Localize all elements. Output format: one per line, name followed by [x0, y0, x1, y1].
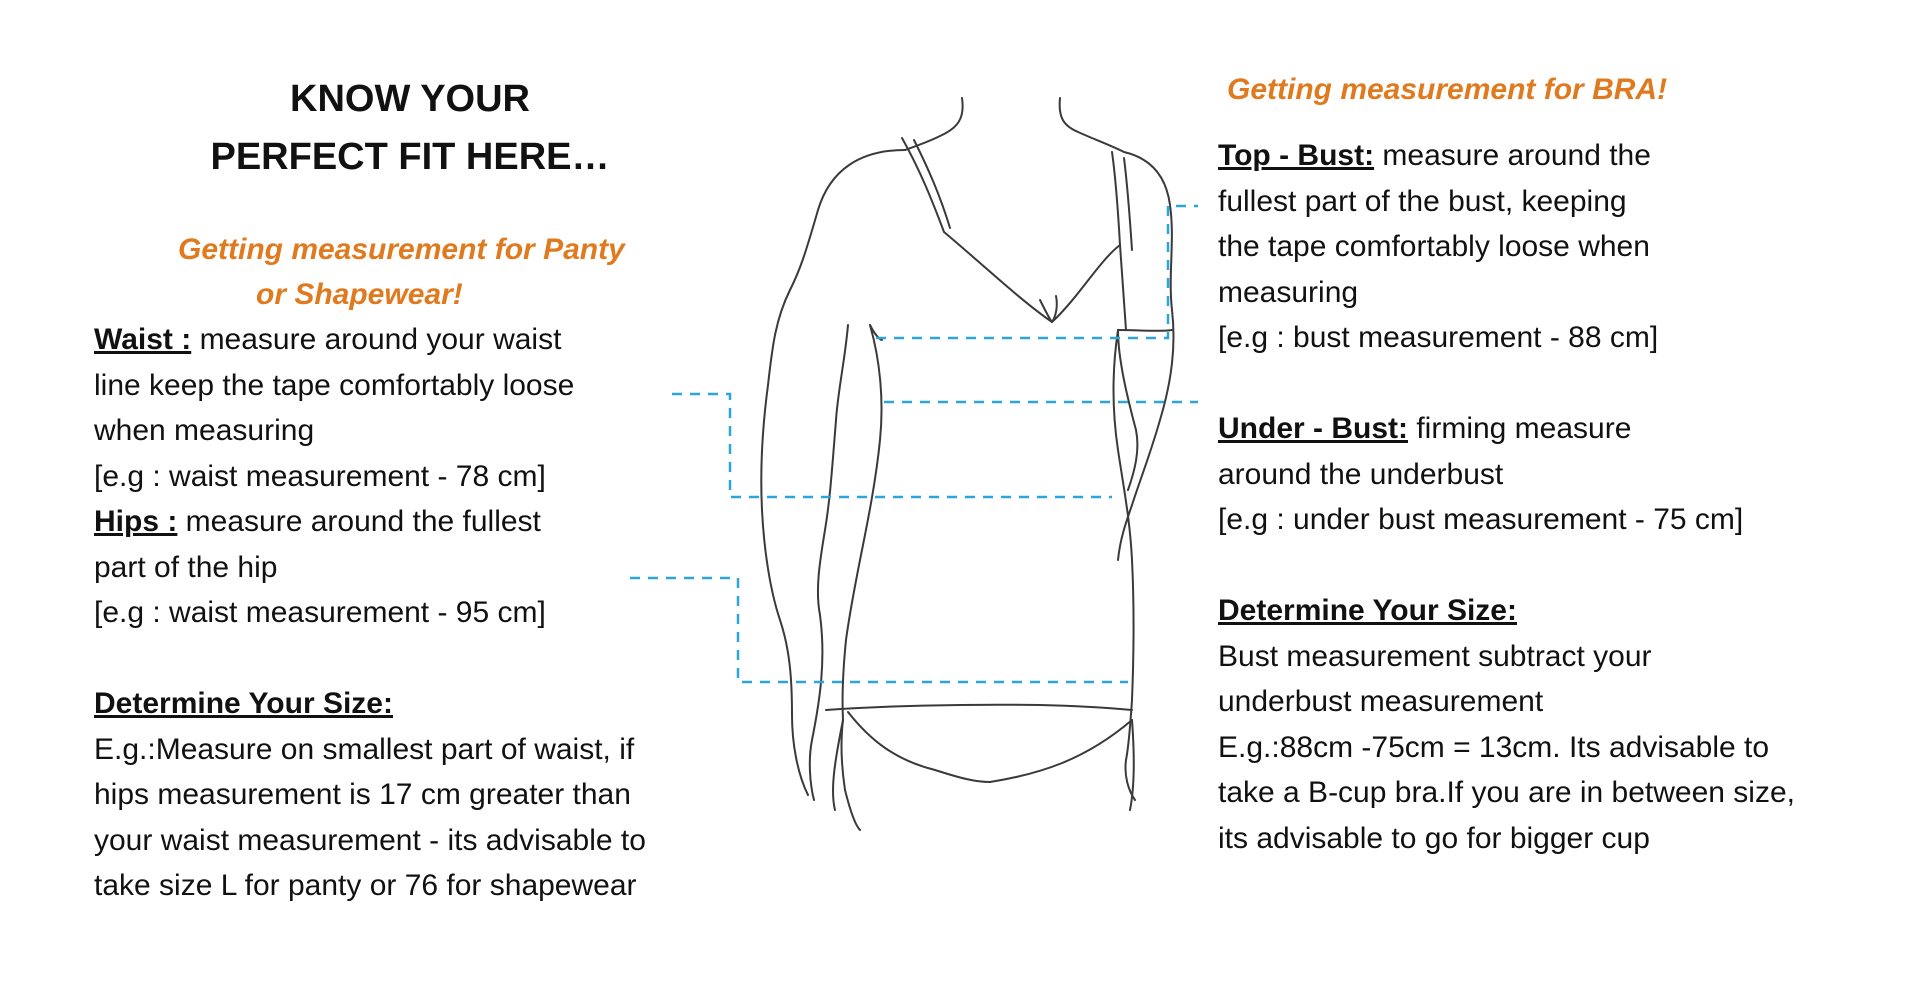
- hips-example: [e.g : waist measurement - 95 cm]: [94, 596, 546, 629]
- bra-section-heading: Getting measurement for BRA!: [1227, 73, 1668, 106]
- bra-size-line-3: E.g.:88cm -75cm = 13cm. Its advisable to: [1218, 730, 1770, 764]
- top-bust-example: [e.g : bust measurement - 88 cm]: [1218, 321, 1659, 354]
- measurement-guides: [630, 206, 1198, 682]
- bra-size-line-2: underbust measurement: [1218, 685, 1544, 718]
- bra-size-heading: Determine Your Size:: [1218, 594, 1517, 627]
- waist-line-1: measure around your waist: [191, 323, 562, 356]
- panty-size-line-3: your waist measurement - its advisable to: [94, 823, 646, 857]
- top-bust-guide: [876, 206, 1198, 338]
- bra-center: [1040, 296, 1057, 322]
- waist-line-2: line keep the tape comfortably loose: [94, 368, 575, 402]
- left-leg: [842, 720, 860, 830]
- panty-size-line-2: hips measurement is 17 cm greater than: [94, 778, 631, 811]
- right-strap-inner: [1124, 158, 1132, 250]
- torso-right: [1114, 330, 1134, 760]
- bra-neckline: [944, 232, 1120, 322]
- left-strap-inner: [914, 140, 950, 228]
- waist-line-3: when measuring: [94, 414, 315, 447]
- panty-size-heading: Determine Your Size:: [94, 687, 393, 720]
- under-bust-example: [e.g : under bust measurement - 75 cm]: [1218, 503, 1744, 536]
- torso-left: [843, 325, 882, 720]
- bra-size-line-5: its advisable to go for bigger cup: [1218, 821, 1650, 855]
- top-bust-label: Top - Bust:: [1218, 139, 1375, 172]
- top-bust-line-2: fullest part of the bust, keeping: [1218, 184, 1627, 218]
- panty-size-line-1: E.g.:Measure on smallest part of waist, if: [94, 732, 635, 766]
- right-strap: [1112, 152, 1126, 330]
- left-strap: [902, 138, 944, 232]
- under-bust-line-2: around the underbust: [1218, 457, 1504, 491]
- neck-right: [1060, 98, 1124, 152]
- left-arm-inner: [818, 325, 848, 615]
- left-arm-outer: [761, 150, 905, 795]
- panty-left-leg-opening: [848, 712, 990, 782]
- body-outline: [761, 98, 1173, 830]
- bra-size-line-1: Bust measurement subtract your: [1218, 639, 1652, 673]
- neck-left: [905, 98, 963, 150]
- hips-guide: [630, 578, 1128, 682]
- title-line-1: KNOW YOUR: [290, 78, 530, 120]
- left-forearm: [810, 615, 823, 800]
- panty-right-leg-opening: [990, 720, 1132, 782]
- waist-guide: [672, 394, 1112, 497]
- hips-label: Hips :: [94, 505, 178, 538]
- under-bust-label: Under - Bust:: [1218, 412, 1408, 445]
- title-line-2: PERFECT FIT HERE…: [210, 136, 610, 178]
- hips-line-2: part of the hip: [94, 550, 278, 584]
- waist-label: Waist :: [94, 323, 192, 356]
- waist-example: [e.g : waist measurement - 78 cm]: [94, 459, 546, 493]
- bra-band-right: [1118, 330, 1172, 331]
- hips-line-1: measure around the fullest: [177, 505, 541, 538]
- panty-waistband: [826, 705, 1132, 710]
- panty-size-line-4: take size L for panty or 76 for shapewear: [94, 869, 637, 902]
- top-bust-line-3: the tape comfortably loose when: [1218, 230, 1650, 263]
- bra-size-line-4: take a B-cup bra.If you are in between size,: [1218, 776, 1795, 809]
- top-bust-line-4: measuring: [1218, 275, 1359, 309]
- panty-heading-line-1: Getting measurement for Panty: [178, 233, 625, 266]
- under-bust-line-1: firming measure: [1408, 412, 1632, 445]
- top-bust-line-1: measure around the: [1374, 139, 1651, 172]
- panty-heading-line-2: or Shapewear!: [256, 278, 463, 311]
